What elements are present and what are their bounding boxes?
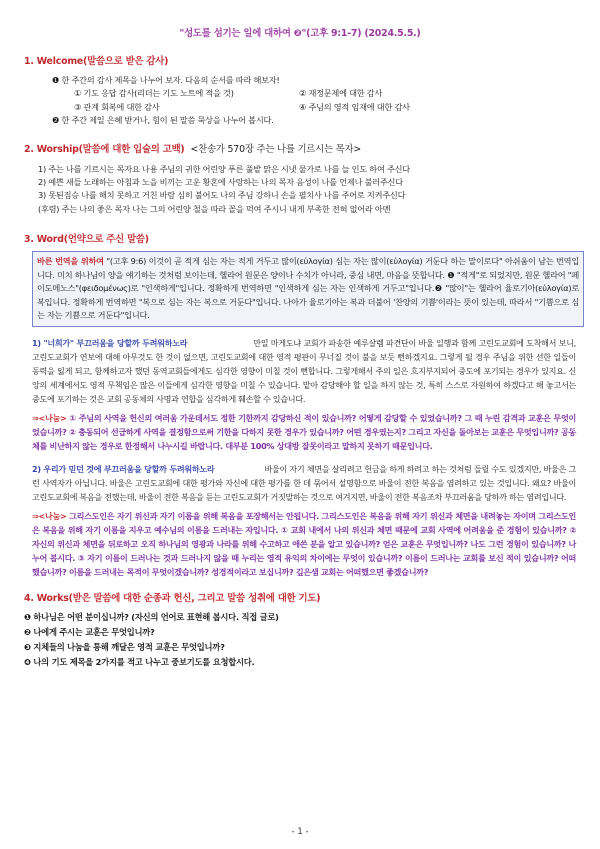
sharing-2-text: 그리스도인은 자기 위신과 자기 이름을 위해 복음을 포장해서는 안됩니다. 그리스도인은 복음을 위해 자기 위신과 체면을 내려놓는 자이며 그리스도인은 복음을 위해 자기 이름을 지우고 예수님의 이름을 드러내는 자입니다. ① 교회 내에서 나의 위신과 체면 때문에 교회 사역에 어려움을 준 경험이 있습니까? ② 자신의 위신과 체면을 뒤로하고 오직 하나님의 영광과 나라를 위해 수고하고 애쓴 분을 알고 있습니까? 얻은 교훈은 무엇입니까? 나도 그런 경험이 있습니까? 나누어 봅시다. ③ 자기 이름이 드러나는 것과 드러나지 않을 때 누리는 영적 유익의 차이에는 무엇이 있습니까? 이름이 드러나는 교회를 보신 적이 있습니까? 어떠했습니까? 이름을 드러내는 목적이 무엇이겠습니까? 성경적이라고 보십니까? 깊은샘 교회는 어떠했으면 좋겠습니까? xyxy=(32,510,576,577)
welcome-item-1: ① 기도 응답 감사(리더는 기도 노트에 적을 것) xyxy=(74,88,234,99)
works-heading: 4. Works(받은 말씀에 대한 순종과 헌신, 그리고 말씀 성취에 대한 기도) xyxy=(24,592,321,604)
hymn-verse-3: 3) 못된짐승 나를 해치 못하고 거친 바람 심히 불어도 나의 주님 강하니 손을 펼치사 나를 주어로 지켜주신다 xyxy=(38,190,406,201)
point-1-heading: 1) "너희가" 부끄러움을 당할까 두려워하노라 xyxy=(32,337,188,348)
welcome-section xyxy=(24,55,576,128)
word-section xyxy=(24,233,579,579)
hymn-chorus: (후렴) 주는 나의 좋은 목자 나는 그의 어린양 철을 따라 꼴을 먹여 주시니 내게 부족한 전혀 없어라 아멘 xyxy=(38,203,391,214)
translation-note-box xyxy=(32,251,584,327)
works-question-1: ❶ 하나님은 어떤 분이십니까? (자신의 언어로 표현해 봅시다. 직접 글로) xyxy=(24,611,279,622)
worship-heading-row xyxy=(24,143,576,156)
worship-section xyxy=(24,143,576,217)
sharing-1-tag: ⇒<나눔> xyxy=(32,412,67,423)
sharing-2 xyxy=(24,509,576,579)
works-question-3: ❸ 지체들의 나눔을 통해 깨달은 영적 교훈은 무엇입니까? xyxy=(24,641,225,652)
welcome-heading: 1. Welcome(말씀으로 받은 감사) xyxy=(24,56,169,67)
page-number: - 1 - xyxy=(291,826,309,836)
welcome-item-4: ④ 주님의 영적 임재에 대한 감사 xyxy=(299,101,410,112)
sharing-2-tag: ⇒<나눔> xyxy=(32,510,67,521)
worship-heading: 2. Worship(말씀에 대한 입술의 고백) xyxy=(24,143,185,155)
point-1-text: 만일 마게도냐 교회가 파송한 예루살렘 파견단이 바울 일행과 함께 고린도교회에 도착해서 보니, 고린도교회가 연보에 대해 아무것도 한 것이 없으면, 고린도교회에 대한 영적 평판이 무너질 것이 불을 보듯 뻔하겠지요. 그렇게 될 경우 주님을 위한 선한 일들이 동력을 잃게 되고, 함께하고자 했던 동역교회들에게도 심각한 영향이 미칠 것이 뻔합니다. 그렇게해서 주의 일은 흐지부지되어 중도에 포기되는 경우가 있지요. 신앙의 세계에서도 영적 무책임은 많은 이들에게 심각한 영향을 미칠 수 있습니다. 맡아 감당해야 할 일을 하지 않는 것, 특히 스스로 자원하여 하겠다고 해 놓고서는 중도에 포기하는 것은 교회 공동체의 사명과 연합을 심각하게 훼손할 수 있습니다. xyxy=(32,337,576,404)
word-heading: 3. Word(언약으로 주신 말씀) xyxy=(24,234,149,246)
point-1-paragraph xyxy=(24,336,576,406)
translation-note-text: "(고후 9:6) 이것이 곧 적게 심는 자는 적게 거두고 많이(εὐλογία) 심는 자는 많이(εὐλογία) 거둔다 하는 말이로다" 아쉬움이 남는 번역입니다. 미치 하나님이 양을 얘기하는 것처럼 보이는데, 헬라어 원문은 양이나 수치가 아니라, 중심 내면, 마음을 뜻합니다. ❶ "적게"로 되었지만, 원문 헬라어 "페이도메노스"(φειδομένως)로 "인색하게"입니다. 정확하게 번역하면 "인색하게 심는 자는 인색하게 거두고"입니다.❷ "많이"는 헬라어 율로기아(εὐλογία)로 복입니다. 정확하게 번역하면 "복으로 심는 자는 복으로 거둔다"입니다. 나아가 율로기아는 복과 더불어 '찬양의 기쁨'이라는 뜻이 있는데, 따라서 "기쁨으로 심는 자는 기쁨으로 거둔다"입니다. xyxy=(37,256,579,321)
welcome-item-3: ③ 관계 회복에 대한 감사 xyxy=(74,101,160,112)
works-section xyxy=(24,592,576,670)
sharing-1 xyxy=(24,411,576,453)
hymn-reference: <찬송가 570장 주는 나를 기르시는 목자> xyxy=(190,143,362,155)
hymn-verse-1: 1) 주는 나를 기르시는 목자요 나용 주님의 귀한 어린양 푸른 풀밭 맑은 시냇 물가로 나를 늘 인도 하여 주신다 xyxy=(38,163,410,174)
point-2-paragraph xyxy=(24,462,576,504)
sharing-1-text: ① 주님의 사역을 헌신의 여러움 가운데서도 정한 기한까지 감당하신 적이 있습니까? 어떻게 감당할 수 있었습니까? 그 때 누린 감격과 교훈은 무엇이었습니까? ② 충동되어 선급하게 사역을 결정함으로써 기한을 다하지 못한 경우가 있습니까? 어떤 경우였는지? 그리고 자신을 돌아보는 교훈은 무엇입니까? 공동체를 비난하지 않는 경우로 한정해서 나누시길 바랍니다. 대부분 100% 상대방 잘못이라고 말하지 못하기 때문입니다. xyxy=(32,412,576,451)
works-question-4: ❹ 나의 기도 제목을 2가지를 적고 나누고 중보기도를 요청합시다. xyxy=(24,656,255,667)
point-2-heading: 2) 우리가 믿던 것에 부끄러움을 당할까 두려워하노라 xyxy=(32,463,215,474)
translation-note-lead: 바른 번역을 위하여 xyxy=(37,256,104,267)
page-title: "성도를 섬기는 일에 대하여 ❷"(고후 9:1-7) (2024.5.5.) xyxy=(179,28,421,39)
welcome-item-2: ② 재정문제에 대한 감사 xyxy=(299,88,383,99)
hymn-verse-2: 2) 예쁜 새들 노래하는 아침과 노을 비끼는 고운 황혼에 사랑하는 나의 목자 음성이 나를 언제나 불러주신다 xyxy=(38,177,403,188)
works-question-2: ❷ 나에게 주시는 교훈은 무엇입니까? xyxy=(24,626,155,637)
point-2-text: 바울이 자기 체면을 살리려고 헌금을 하게 하려고 하는 것처럼 들릴 수도 있겠지만, 바울은 그런 사역자가 아닙니다. 바울은 고린도교회에 대한 평가와 자신에 대한 평가를 한 데 묶어서 설명함으로 바울이 전한 복음을 염려하고 있는 것입니다. 왜요? 바울이 고린도교회에 복음을 전했는데, 바울이 전한 복음을 듣는 고린도교회가 거짓말하는 것으로 여겨지면, 바울이 전한 복음조차 부끄러움을 당하까 하는 염려입니다. xyxy=(32,463,577,502)
welcome-line-1: ❶ 한 주간의 감사 제목을 나누어 보자. 다음의 순서를 따라 해보자! xyxy=(52,75,280,85)
welcome-line-2: ❷ 한 주간 제일 은혜 받거나, 힘이 된 말씀 묵상을 나누어 봅시다. xyxy=(52,115,274,126)
